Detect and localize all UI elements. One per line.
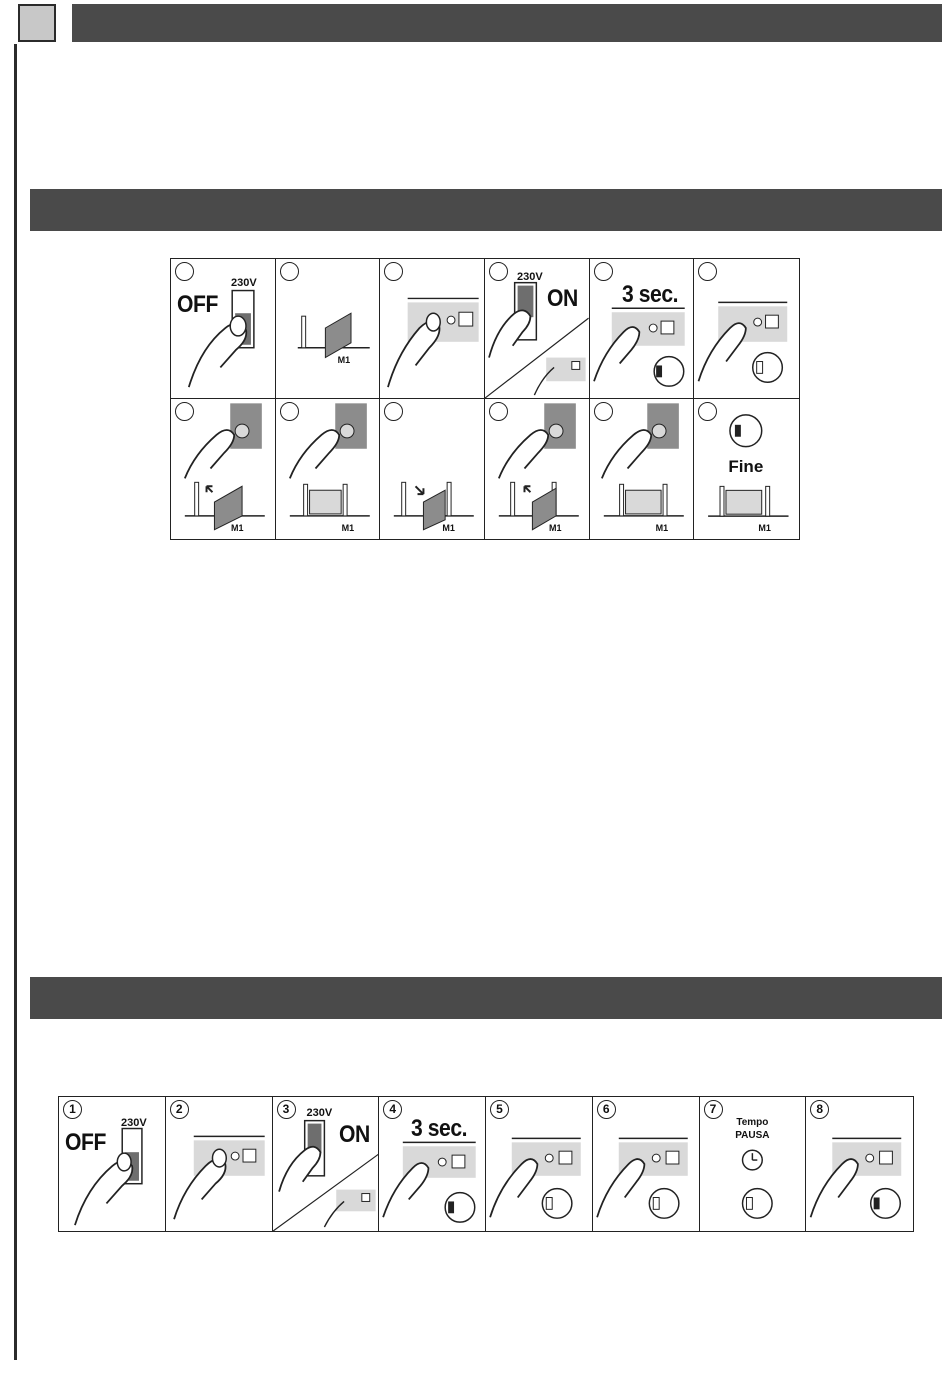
- power-switch-off-illustration: [171, 259, 275, 398]
- step-number: 8: [810, 1100, 829, 1119]
- gate-reopen-illustration: [485, 399, 589, 539]
- procedure-end-illustration: [694, 399, 799, 539]
- confirm-press-illustration: [806, 1097, 913, 1231]
- step-cell: [700, 1097, 807, 1231]
- gate-closing-illustration: [380, 399, 484, 539]
- motor-label: M1: [231, 523, 244, 533]
- power-switch-on-illustration: [485, 259, 589, 398]
- motor-label: M1: [337, 355, 351, 365]
- step-cell: [379, 1097, 486, 1231]
- step-cell: [380, 399, 485, 539]
- press-three-seconds-illustration: [590, 259, 694, 398]
- fine-label: Fine: [728, 457, 764, 476]
- step-cell: [166, 1097, 273, 1231]
- on-label: ON: [338, 1121, 370, 1148]
- motor-label: M1: [341, 523, 355, 533]
- motor-label: M1: [548, 523, 562, 533]
- motor-label: M1: [655, 523, 669, 533]
- press-button-illustration: [166, 1097, 272, 1231]
- step-cell: [694, 399, 799, 539]
- step-number: 1: [63, 1100, 82, 1119]
- step-number: 3: [277, 1100, 296, 1119]
- motor-label: M1: [758, 523, 771, 533]
- left-margin-rule: [14, 44, 17, 1360]
- step-number: 2: [170, 1100, 189, 1119]
- step-cell: [590, 259, 695, 399]
- step-cell: [273, 1097, 380, 1231]
- on-label: ON: [546, 285, 578, 312]
- voltage-label: 230V: [231, 277, 257, 289]
- step-number: 7: [704, 1100, 723, 1119]
- step-cell: [486, 1097, 593, 1231]
- step-cell: [276, 399, 381, 539]
- voltage-label: 230V: [306, 1107, 333, 1119]
- gate-opening-illustration: [171, 399, 275, 539]
- step-cell: [485, 259, 590, 399]
- step-cell: [485, 399, 590, 539]
- step-cell: [694, 259, 799, 399]
- step-number: 4: [383, 1100, 402, 1119]
- learning-procedure-figure: [170, 258, 800, 540]
- pause-time-clock-illustration: [700, 1097, 806, 1231]
- step-cell: [593, 1097, 700, 1231]
- pause-time-procedure-figure: [58, 1096, 914, 1232]
- section-header-bar-pause: [30, 977, 942, 1019]
- voltage-label: 230V: [121, 1117, 147, 1129]
- off-label: OFF: [65, 1129, 106, 1156]
- pausa-label: PAUSA: [735, 1130, 770, 1141]
- press-button-illustration: [593, 1097, 699, 1231]
- three-sec-label: 3 sec.: [621, 281, 678, 308]
- gate-closed-stop-illustration: [590, 399, 694, 539]
- release-button-illustration: [694, 259, 799, 398]
- step-cell: [276, 259, 381, 399]
- motor-label: M1: [442, 523, 455, 533]
- step-cell: [59, 1097, 166, 1231]
- gate-open-stop-illustration: [276, 399, 380, 539]
- step-cell: [380, 259, 485, 399]
- gate-half-open-illustration: [276, 259, 380, 398]
- page-number-box: [18, 4, 56, 42]
- press-button-illustration: [380, 259, 484, 398]
- three-sec-label: 3 sec.: [411, 1115, 468, 1142]
- step-number: 5: [490, 1100, 509, 1119]
- section-header-bar-learning: [30, 189, 942, 231]
- voltage-label: 230V: [516, 271, 543, 283]
- power-switch-off-illustration: [59, 1097, 165, 1231]
- step-cell: [171, 399, 276, 539]
- step-cell: [806, 1097, 913, 1231]
- power-switch-on-illustration: [273, 1097, 379, 1231]
- step-number: 6: [597, 1100, 616, 1119]
- step-cell: [590, 399, 695, 539]
- off-label: OFF: [177, 291, 218, 318]
- step-cell: [171, 259, 276, 399]
- press-three-seconds-illustration: [379, 1097, 485, 1231]
- release-button-illustration: [486, 1097, 592, 1231]
- tempo-label: Tempo: [736, 1117, 769, 1128]
- section-header-bar-top: [72, 4, 942, 42]
